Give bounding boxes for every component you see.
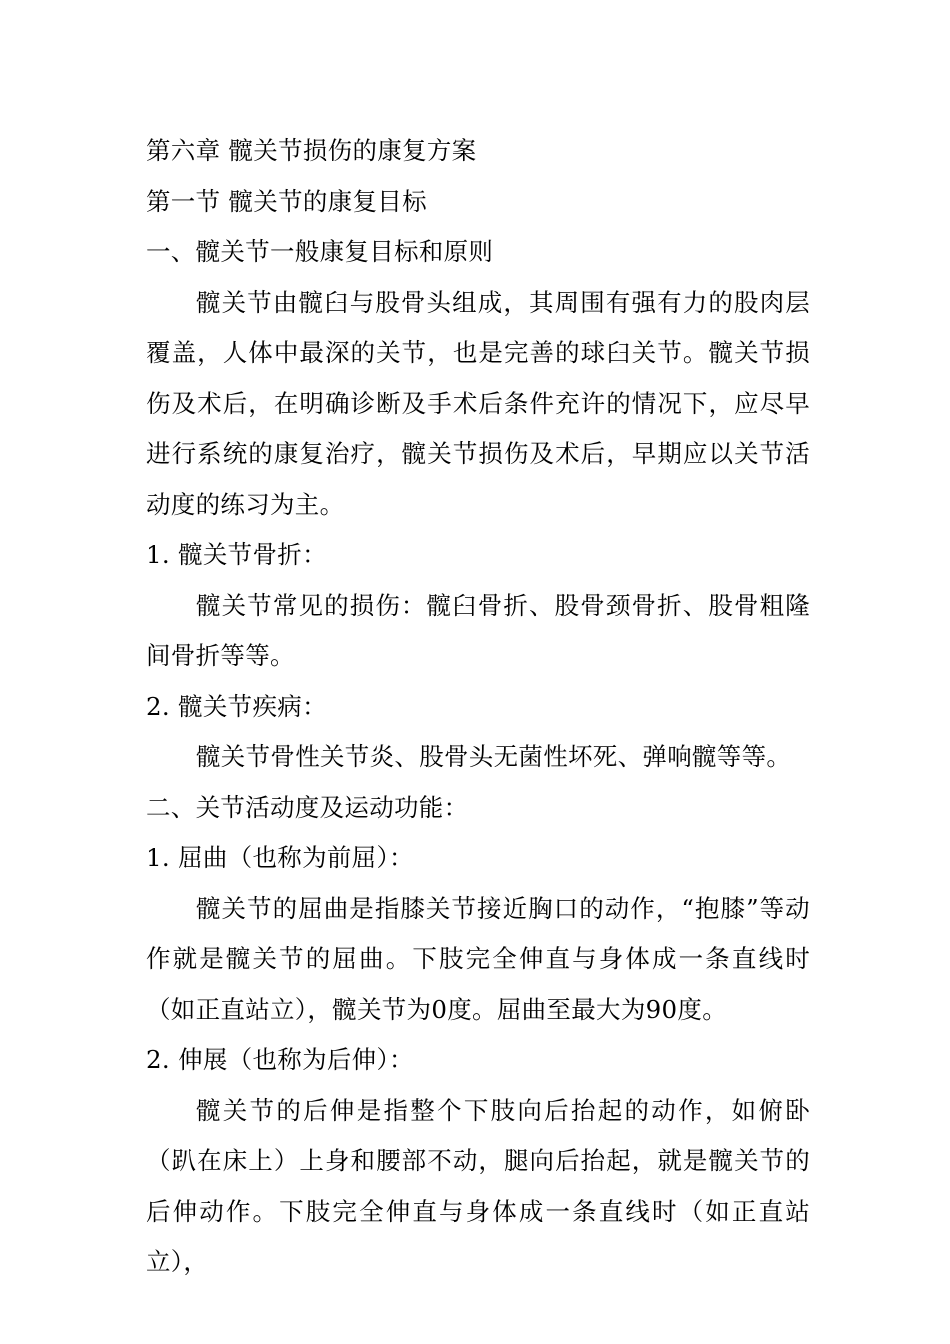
heading-general-goals: 一、髋关节一般康复目标和原则: [146, 237, 494, 266]
section-title: 第一节 髋关节的康复目标: [146, 186, 427, 216]
intro-paragraph: 髋关节由髋臼与股骨头组成，其周围有强有力的股肉层覆盖，人体中最深的关节，也是完善的球臼关节。髋关节损伤及术后，在明确诊断及手术后条件充许的情况下，应尽早进行系统的康复治疗，髋关节损伤及术后，早期应以关节活动度的练习为主。: [146, 287, 810, 519]
item-disease-text: 髋关节骨性关节炎、股骨头无菌性坏死、弹响髋等等。: [196, 742, 792, 771]
item-fracture-text: 髋关节常见的损伤：髋臼骨折、股骨颈骨折、股骨粗隆间骨折等等。: [146, 590, 810, 670]
motion-flexion-title: 1. 屈曲（也称为前屈）：: [146, 843, 414, 872]
document-body: [146, 126, 810, 1288]
motion-extension-text: 髋关节的后伸是指整个下肢向后抬起的动作，如俯卧（趴在床上）上身和腰部不动，腿向后抬起，就是髋关节的后伸动作。下肢完全伸直与身体成一条直线时（如正直站立），: [146, 1095, 810, 1276]
item-disease-title: 2. 髋关节疾病：: [146, 691, 327, 721]
motion-extension-title: 2. 伸展（也称为后伸）：: [146, 1045, 414, 1074]
heading-range-of-motion: 二、关节活动度及运动功能：: [146, 792, 469, 822]
motion-flexion-text: 髋关节的屈曲是指膝关节接近胸口的动作，“抱膝”等动作就是髋关节的屈曲。下肢完全伸直与身体成一条直线时（如正直站立），髋关节为0度。屈曲至最大为90度。: [146, 893, 810, 1024]
item-fracture-title: 1. 髋关节骨折：: [146, 540, 327, 569]
chapter-title: 第六章 髋关节损伤的康复方案: [146, 136, 477, 165]
